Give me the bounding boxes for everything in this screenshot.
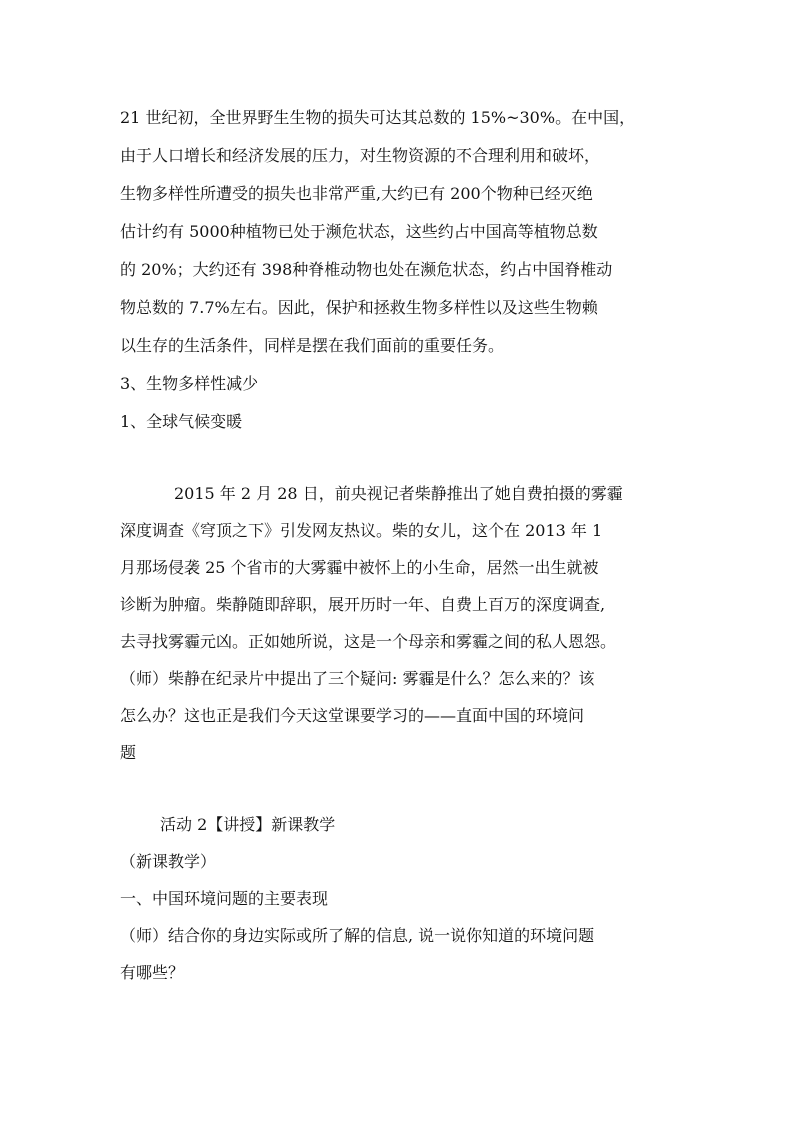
paragraph-line: 去寻找雾霾元凶。正如她所说，这是一个母亲和雾霾之间的私人恩怨。 bbox=[120, 632, 617, 651]
paragraph-line: 21 世纪初，全世界野生生物的损失可达其总数的 15%~30%。在中国， bbox=[120, 108, 636, 127]
paragraph-line: 估计约有 5000种植物已处于濒危状态，这些约占中国高等植物总数 bbox=[120, 222, 598, 241]
paragraph-line: 以生存的生活条件，同样是摆在我们面前的重要任务。 bbox=[120, 336, 505, 355]
paragraph-line: 题 bbox=[120, 743, 137, 762]
paragraph-line: 2015 年 2 月 28 日，前央视记者柴静推出了她自费拍摄的雾霾 bbox=[174, 484, 623, 503]
paragraph-line: 诊断为肿瘤。柴静随即辞职，展开历时一年、自费上百万的深度调查, bbox=[120, 595, 606, 614]
paragraph-line: 物总数的 7.7%左右。因此，保护和拯救生物多样性以及这些生物赖 bbox=[120, 298, 598, 317]
paragraph-line: （师）结合你的身边实际或所了解的信息, 说一说你知道的环境问题 bbox=[120, 926, 595, 945]
paragraph-line: 生物多样性所遭受的损失也非常严重,大约已有 200个物种已经灭绝 bbox=[120, 184, 593, 203]
section-heading: 一、中国环境问题的主要表现 bbox=[120, 889, 329, 908]
paragraph-line: 月那场侵袭 25 个省市的大雾霾中被怀上的小生命，居然一出生就被 bbox=[120, 558, 599, 577]
paragraph-line: 的 20%；大约还有 398种脊椎动物也处在濒危状态，约占中国脊椎动 bbox=[120, 260, 613, 279]
activity-heading: 活动 2【讲授】新课教学 bbox=[160, 815, 336, 834]
paragraph-line: 有哪些？ bbox=[120, 963, 185, 982]
section-heading: 3、生物多样性减少 bbox=[120, 374, 259, 393]
paragraph-line: （师）柴静在纪录片中提出了三个疑问: 雾霾是什么？怎么来的？该 bbox=[120, 669, 595, 688]
paragraph-line: 由于人口增长和经济发展的压力，对生物资源的不合理利用和破坏， bbox=[120, 146, 601, 165]
paragraph-line: 深度调查《穹顶之下》引发网友热议。柴的女儿，这个在 2013 年 1 bbox=[120, 521, 603, 540]
section-heading: 1、全球气候变暖 bbox=[120, 412, 243, 431]
paragraph-line: 怎么办？这也正是我们今天这堂课要学习的——直面中国的环境问 bbox=[120, 706, 585, 725]
paragraph-line: （新课教学） bbox=[120, 852, 217, 871]
